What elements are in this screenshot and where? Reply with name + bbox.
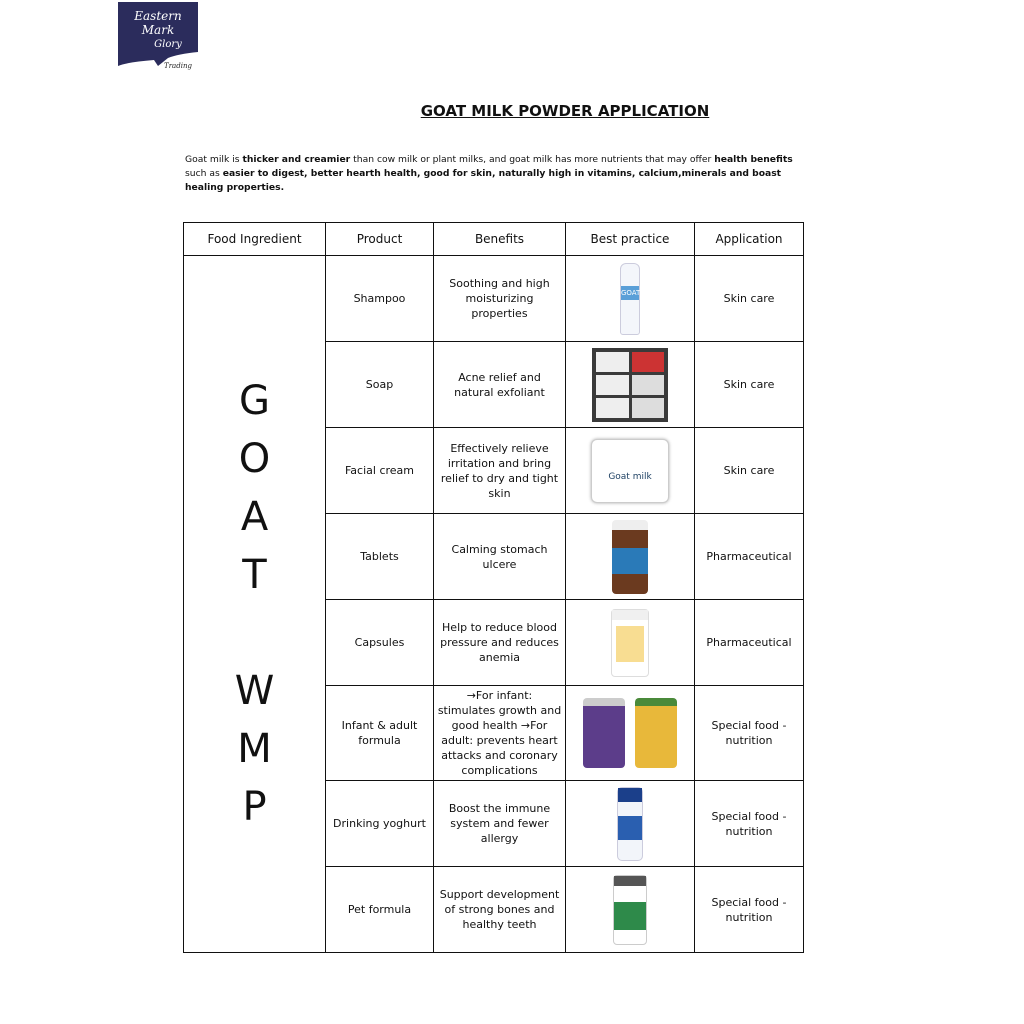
capsule-bottle-image <box>569 609 691 677</box>
column-header: Food Ingredient <box>184 223 326 256</box>
table-row <box>184 256 804 342</box>
intro-bold: thicker and creamier <box>242 154 351 165</box>
svg-text:Glory: Glory <box>154 39 182 50</box>
column-header: Application <box>695 223 804 256</box>
soap-bars-image <box>569 348 691 422</box>
best-practice-cell <box>566 600 695 686</box>
best-practice-cell <box>566 256 695 342</box>
application-cell: Skin care <box>695 256 804 342</box>
product-cell: Infant & adult formula <box>326 686 434 781</box>
application-cell: Pharmaceutical <box>695 600 804 686</box>
benefits-cell: Acne relief and natural exfoliant <box>434 342 566 428</box>
svg-text:Eastern: Eastern <box>134 9 182 23</box>
cream-jar-image: Goat milk <box>569 439 691 503</box>
svg-text:Mark: Mark <box>141 23 175 37</box>
intro-paragraph <box>185 153 805 195</box>
product-cell: Pet formula <box>326 867 434 953</box>
ingredient-letter: W <box>234 668 275 714</box>
best-practice-cell <box>566 781 695 867</box>
food-ingredient-cell <box>184 256 326 953</box>
application-cell: Special food - nutrition <box>695 686 804 781</box>
intro-text: such as <box>185 168 223 179</box>
intro-text: than cow milk or plant milks, and goat milk has more nutrients that may offer <box>350 154 715 165</box>
ingredient-letter: T <box>242 552 267 598</box>
best-practice-cell <box>566 867 695 953</box>
application-cell: Special food - nutrition <box>695 867 804 953</box>
column-header: Product <box>326 223 434 256</box>
benefits-cell: Soothing and high moisturizing properties <box>434 256 566 342</box>
yoghurt-bottle-image <box>569 787 691 861</box>
product-cell: Drinking yoghurt <box>326 781 434 867</box>
benefits-cell: Boost the immune system and fewer allergy <box>434 781 566 867</box>
product-cell: Shampoo <box>326 256 434 342</box>
application-cell: Special food - nutrition <box>695 781 804 867</box>
intro-bold: easier to digest, better hearth health, good for skin, naturally high in vitamins, calcium,minerals and boast healing properties. <box>185 168 782 193</box>
formula-cans-image <box>569 698 691 768</box>
ingredient-letter: G <box>239 378 270 424</box>
column-header: Best practice <box>566 223 695 256</box>
company-logo <box>118 2 198 70</box>
application-cell: Pharmaceutical <box>695 514 804 600</box>
benefits-cell: Support development of strong bones and healthy teeth <box>434 867 566 953</box>
shampoo-bottle-image: GOAT <box>569 263 691 335</box>
ingredient-letter <box>187 604 322 662</box>
page-title: GOAT MILK POWDER APPLICATION <box>420 102 710 120</box>
application-cell: Skin care <box>695 428 804 514</box>
tablet-bottle-image <box>569 520 691 594</box>
ingredient-letter: O <box>238 436 271 482</box>
best-practice-cell <box>566 686 695 781</box>
pet-formula-jar-image <box>569 875 691 945</box>
benefits-cell: Help to reduce blood pressure and reduces anemia <box>434 600 566 686</box>
column-header: Benefits <box>434 223 566 256</box>
benefits-cell: Effectively relieve irritation and bring relief to dry and tight skin <box>434 428 566 514</box>
best-practice-cell <box>566 428 695 514</box>
ingredient-letter: M <box>237 726 272 772</box>
ingredient-letter: P <box>242 784 267 830</box>
svg-text:Trading: Trading <box>164 62 192 70</box>
best-practice-cell <box>566 514 695 600</box>
product-cell: Tablets <box>326 514 434 600</box>
application-table <box>183 222 804 953</box>
benefits-cell: Calming stomach ulcere <box>434 514 566 600</box>
intro-bold: health benefits <box>714 154 793 165</box>
best-practice-cell <box>566 342 695 428</box>
benefits-cell: →For infant: stimulates growth and good health →For adult: prevents heart attacks and coronary complications <box>434 686 566 781</box>
product-cell: Facial cream <box>326 428 434 514</box>
application-cell: Skin care <box>695 342 804 428</box>
intro-text: Goat milk is <box>185 154 243 165</box>
product-cell: Soap <box>326 342 434 428</box>
ingredient-letter: A <box>240 494 269 540</box>
product-cell: Capsules <box>326 600 434 686</box>
